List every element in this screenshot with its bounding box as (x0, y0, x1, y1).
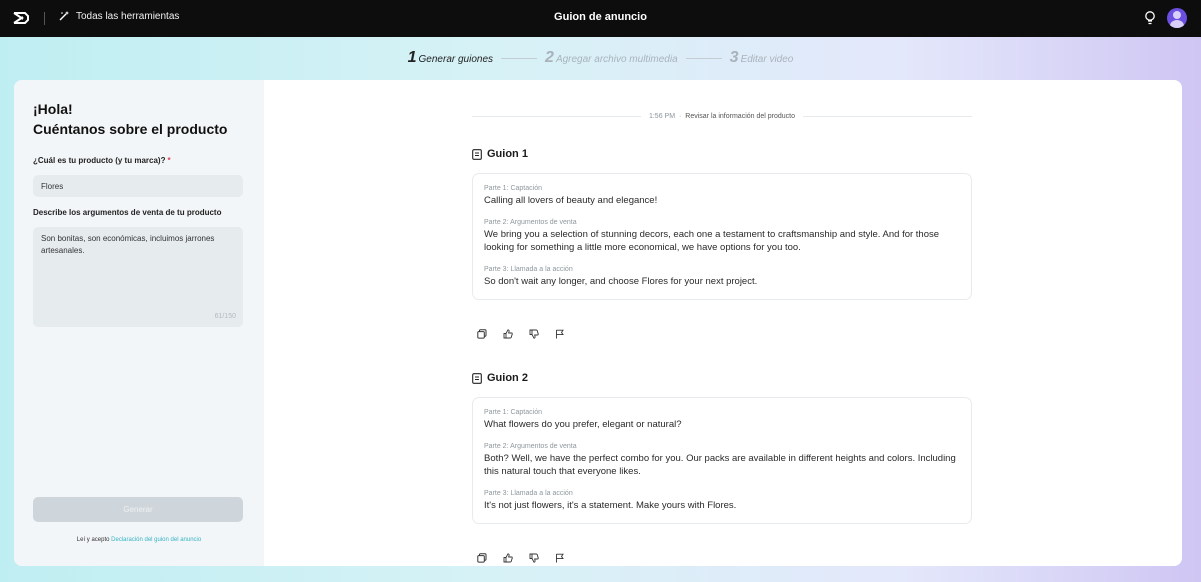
selling-points-textarea[interactable] (33, 227, 243, 327)
step-connector (501, 58, 537, 59)
copy-icon[interactable] (477, 326, 487, 336)
step-label: Agregar archivo multimedia (555, 54, 678, 65)
script-title (472, 148, 528, 160)
timestamp: 1:56 PM (648, 112, 676, 120)
part-label: Parte 1: Captación (484, 409, 542, 416)
step-add-media[interactable] (545, 49, 678, 67)
review-product-link[interactable]: Revisar la información del producto (685, 112, 796, 120)
product-form-panel (14, 80, 264, 566)
part-text: So don't wait any longer, and choose Flores for your next project. (484, 276, 758, 288)
all-tools-button[interactable] (58, 10, 179, 22)
step-generate[interactable] (408, 49, 493, 67)
part-text: It's not just flowers, it's a statement. Make yours with Flores. (484, 500, 737, 512)
divider-line (803, 116, 972, 117)
product-input[interactable] (33, 175, 243, 197)
lightbulb-icon[interactable] (1143, 10, 1157, 26)
feed-divider (472, 109, 972, 123)
part-text: Calling all lovers of beauty and elegance! (484, 195, 658, 206)
part-text: We bring you a selection of stunning decors, each one a testament to craftsmanship and style. And for those looking for something a little more economical, we have options for you too. (484, 229, 940, 254)
script-title-text: Guion 2 (487, 372, 528, 384)
divider (44, 12, 45, 25)
part-label: Parte 1: Captación (484, 185, 542, 192)
step-label: Editar video (740, 54, 794, 65)
step-number: 3 (729, 49, 739, 66)
step-progress (0, 49, 1201, 67)
greeting-title: ¡Hola! (33, 101, 73, 117)
divider-line (472, 116, 641, 117)
script-title-text: Guion 1 (487, 148, 528, 160)
selling-points-label: Describe los argumentos de venta de tu producto (33, 208, 222, 217)
part-text: What flowers do you prefer, elegant or natural? (484, 419, 682, 430)
greeting-subtitle: Cuéntanos sobre el producto (33, 121, 228, 137)
part-label: Parte 2: Argumentos de venta (484, 443, 577, 451)
step-label: Generar guiones (418, 54, 494, 65)
step-connector (686, 58, 722, 59)
avatar-head (1173, 11, 1181, 19)
generate-button[interactable]: Generar (33, 497, 243, 522)
script-actions (477, 550, 565, 560)
terms-prefix: Leí y acepto (76, 537, 110, 543)
copy-icon[interactable] (477, 550, 487, 560)
thumbs-down-icon[interactable] (529, 326, 539, 336)
step-number: 2 (545, 49, 554, 66)
main-card (14, 80, 1182, 566)
thumbs-down-icon[interactable] (529, 550, 539, 560)
script-actions (477, 326, 565, 336)
terms-link[interactable]: Declaración del guion del anuncio (111, 537, 202, 543)
char-counter: 61/150 (214, 313, 236, 320)
terms-text (14, 537, 264, 543)
product-label (33, 156, 171, 165)
script-card[interactable] (472, 173, 972, 300)
part-label: Parte 2: Argumentos de venta (484, 219, 577, 227)
part-label: Parte 3: Llamada a la acción (484, 490, 573, 498)
product-label-text: ¿Cuál es tu producto (y tu marca)? (33, 156, 166, 165)
document-icon (472, 373, 482, 384)
avatar-body (1170, 20, 1184, 28)
step-number: 1 (407, 49, 417, 66)
feed-info (649, 113, 795, 120)
script-title (472, 372, 528, 384)
part-label: Parte 3: Llamada a la acción (484, 266, 573, 274)
all-tools-label: Todas las herramientas (76, 10, 180, 22)
avatar[interactable] (1167, 8, 1187, 28)
capcut-logo[interactable] (12, 9, 30, 27)
top-bar (0, 0, 1201, 37)
part-text: Both? Well, we have the perfect combo for you. Our packs are available in different heights and colors. Including this natural touch that everyone likes. (484, 453, 956, 478)
flag-icon[interactable] (555, 550, 565, 560)
flag-icon[interactable] (555, 326, 565, 336)
document-icon (472, 149, 482, 160)
separator-dot: · (679, 112, 682, 120)
thumbs-up-icon[interactable] (503, 326, 513, 336)
step-edit-video[interactable] (730, 49, 794, 67)
required-mark: * (167, 156, 171, 165)
thumbs-up-icon[interactable] (503, 550, 513, 560)
magic-wand-icon (58, 10, 70, 22)
page-title: Guion de anuncio (554, 11, 647, 23)
script-card[interactable] (472, 397, 972, 524)
